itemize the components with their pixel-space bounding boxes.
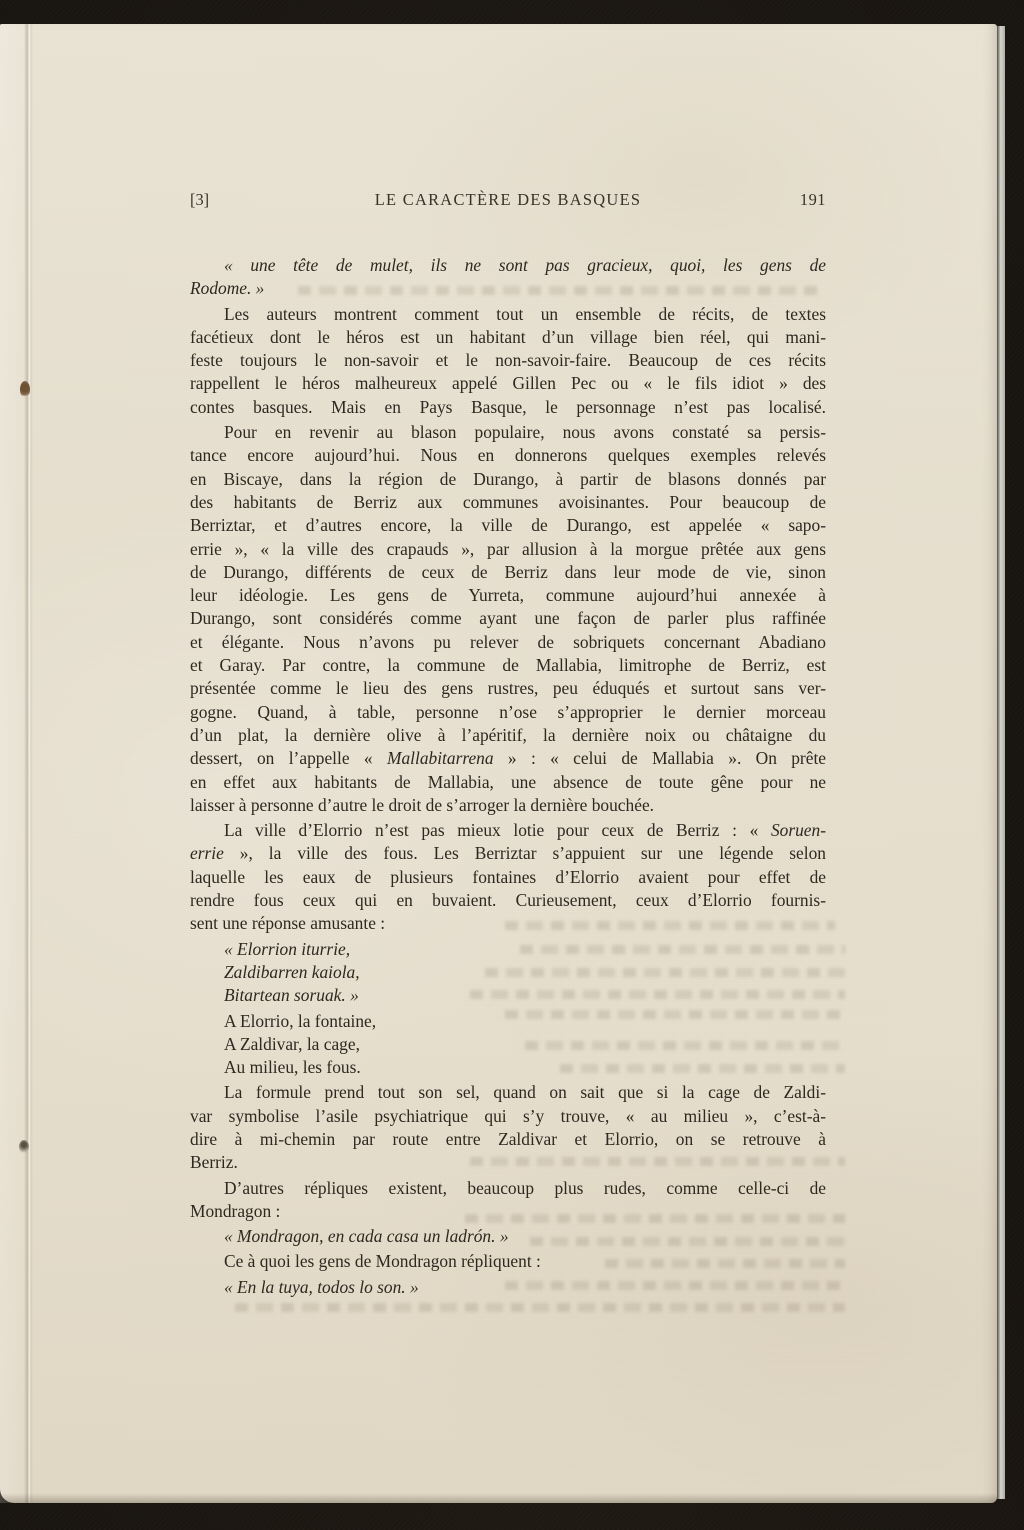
text-line xyxy=(190,607,826,630)
binding-stitch-top xyxy=(20,381,30,398)
text-line xyxy=(190,961,826,984)
text-line xyxy=(190,303,826,326)
text-line xyxy=(190,1105,826,1128)
text-line xyxy=(190,1010,826,1033)
binding-stitch-bottom xyxy=(19,1140,29,1154)
text-line xyxy=(190,889,826,912)
text-line xyxy=(190,514,826,537)
text-line xyxy=(190,984,826,1007)
text-segment: Pour en revenir au blason populaire, nous avons constaté sa persis- xyxy=(224,422,826,443)
text-segment: « Mondragon, en cada casa un ladrón. » xyxy=(224,1226,509,1247)
text-segment: dessert, on l’appelle « xyxy=(190,748,387,769)
text-segment: présentée comme le lieu des gens rustres, peu éduqués et surtout sans ver- xyxy=(190,678,826,699)
paragraph xyxy=(190,254,826,301)
paragraph xyxy=(190,1177,826,1224)
text-line xyxy=(190,326,826,349)
text-segment: A Zaldivar, la cage, xyxy=(224,1033,360,1054)
text-segment: », la ville des fous. Les Berriztar s’appuient sur une légende selon xyxy=(223,843,826,864)
paragraph xyxy=(190,303,826,419)
text-line xyxy=(190,771,826,794)
binding-fold xyxy=(24,24,33,1503)
text-segment: laisser à personne d’autre le droit de s’arroger la dernière bouchée. xyxy=(190,794,655,815)
text-segment: Au milieu, les fous. xyxy=(224,1057,361,1078)
text-segment: leur idéologie. Les gens de Yurreta, commune aujourd’hui annexée à xyxy=(190,585,826,606)
text-line xyxy=(190,491,826,514)
text-line xyxy=(190,538,826,561)
text-line xyxy=(190,724,826,747)
header-page-number: 191 xyxy=(799,190,826,209)
paragraph xyxy=(190,819,826,935)
header-section-ref: [3] xyxy=(190,190,210,209)
text-line xyxy=(190,1056,826,1079)
text-segment: et élégante. Nous n’avons pu relever de sobriquets concernant Abadiano xyxy=(190,631,826,652)
text-segment: Mondragon : xyxy=(190,1200,281,1221)
text-segment: Mallabitarrena xyxy=(386,748,494,769)
text-line xyxy=(190,842,826,865)
text-line xyxy=(190,1250,826,1273)
text-line xyxy=(190,444,826,467)
paragraph xyxy=(190,1276,826,1299)
text-segment: Soruen- xyxy=(770,820,826,841)
text-line xyxy=(190,1151,826,1174)
text-segment: feste toujours le non-savoir et le non-savoir-faire. Beaucoup de ces récits xyxy=(190,350,826,371)
text-line xyxy=(190,349,826,372)
text-line xyxy=(190,794,826,817)
text-line xyxy=(190,912,826,935)
text-line xyxy=(190,819,826,842)
text-line xyxy=(190,701,826,724)
text-segment: rappellent le héros malheureux appelé Gillen Pec ou « le fils idiot » des xyxy=(190,373,826,394)
paragraph xyxy=(190,1081,826,1174)
text-line xyxy=(190,421,826,444)
text-line xyxy=(190,1200,826,1223)
paragraph xyxy=(190,421,826,817)
text-segment: La formule prend tout son sel, quand on sait que si la cage de Zaldi- xyxy=(224,1082,826,1103)
page-stack-edge xyxy=(997,26,1005,1499)
text-line xyxy=(190,468,826,491)
text-segment: Berriz. xyxy=(190,1152,238,1173)
text-segment: Zaldibarren kaiola, xyxy=(224,961,360,982)
text-line xyxy=(190,396,826,419)
text-line xyxy=(190,1081,826,1104)
text-line xyxy=(190,1276,826,1299)
text-segment: en Biscaye, dans la région de Durango, à partir de blasons donnés par xyxy=(190,468,826,489)
text-segment: Rodome. » xyxy=(190,278,265,299)
text-segment: laquelle les eaux de plusieurs fontaines d’Elorrio avaient pour effet de xyxy=(190,866,826,887)
text-segment: facétieux dont le héros est un habitant d’un village bien réel, qui mani- xyxy=(190,326,826,347)
text-line xyxy=(190,1033,826,1056)
text-line xyxy=(190,1225,826,1248)
text-segment: « Elorrion iturrie, xyxy=(224,938,351,959)
text-segment: Bitartean soruak. » xyxy=(224,985,359,1006)
text-segment: « En la tuya, todos lo son. » xyxy=(224,1276,419,1297)
text-line xyxy=(190,631,826,654)
text-segment: D’autres répliques existent, beaucoup plus rudes, comme celle-ci de xyxy=(224,1177,826,1198)
book-page xyxy=(0,24,997,1503)
text-segment: La ville d’Elorrio n’est pas mieux lotie pour ceux de Berriz : « xyxy=(224,820,771,841)
text-segment: rendre fous ceux qui en buvaient. Curieusement, ceux d’Elorrio fournis- xyxy=(190,890,826,911)
text-segment: dire à mi-chemin par route entre Zaldivar et Elorrio, on se retrouve à xyxy=(190,1128,826,1149)
text-line xyxy=(190,747,826,770)
paragraph xyxy=(190,1010,826,1080)
text-segment: tance encore aujourd’hui. Nous en donnerons quelques exemples relevés xyxy=(190,445,826,466)
text-line xyxy=(190,254,826,277)
text-segment: sent une réponse amusante : xyxy=(190,913,386,934)
text-column xyxy=(190,254,826,1299)
text-line xyxy=(190,1177,826,1200)
text-line xyxy=(190,866,826,889)
text-segment: contes basques. Mais en Pays Basque, le personnage n’est pas localisé. xyxy=(190,396,826,417)
text-segment: gogne. Quand, à table, personne n’ose s’approprier le dernier morceau xyxy=(190,701,826,722)
text-segment: Durango, sont considérés comme ayant une façon de parler plus raffinée xyxy=(190,608,826,629)
text-line xyxy=(190,654,826,677)
page-header xyxy=(190,190,826,212)
text-segment: errie », « la ville des crapauds », par allusion à la morgue prêtée aux gens xyxy=(190,538,826,559)
paragraph xyxy=(190,938,826,1008)
text-segment: et Garay. Par contre, la commune de Mallabia, limitrophe de Berriz, est xyxy=(190,655,826,676)
header-running-title: LE CARACTÈRE DES BASQUES xyxy=(374,190,642,209)
text-segment: Ce à quoi les gens de Mondragon répliquent : xyxy=(224,1251,541,1272)
text-segment: Les auteurs montrent comment tout un ensemble de récits, de textes xyxy=(224,303,826,324)
text-segment: » : « celui de Mallabia ». On prête xyxy=(493,748,826,769)
text-segment: de Durango, différents de ceux de Berriz dans leur mode de vie, sinon xyxy=(190,561,826,582)
text-segment: des habitants de Berriz aux communes avoisinantes. Pour beaucoup de xyxy=(190,491,826,512)
facing-page-edge xyxy=(0,24,26,1503)
show-through-smudge xyxy=(235,1303,845,1312)
text-segment: A Elorrio, la fontaine, xyxy=(224,1010,377,1031)
text-line xyxy=(190,372,826,395)
text-line xyxy=(190,584,826,607)
text-segment: Berriztar, et d’autres encore, la ville de Durango, est appelée « sapo- xyxy=(190,515,826,536)
text-line xyxy=(190,938,826,961)
text-line xyxy=(190,677,826,700)
text-segment: errie xyxy=(190,843,224,864)
text-segment: var symbolise l’asile psychiatrique qui s’y trouve, « au milieu », c’est-à- xyxy=(190,1105,826,1126)
paragraph xyxy=(190,1225,826,1248)
paragraph xyxy=(190,1250,826,1273)
text-segment: « une tête de mulet, ils ne sont pas gracieux, quoi, les gens de xyxy=(224,255,826,275)
text-segment: en effet aux habitants de Mallabia, une absence de toute gêne pour ne xyxy=(190,771,826,792)
text-line xyxy=(190,561,826,584)
text-line xyxy=(190,277,826,300)
text-segment: d’un plat, la dernière olive à l’apéritif, la dernière noix ou châtaigne du xyxy=(190,724,826,745)
text-line xyxy=(190,1128,826,1151)
